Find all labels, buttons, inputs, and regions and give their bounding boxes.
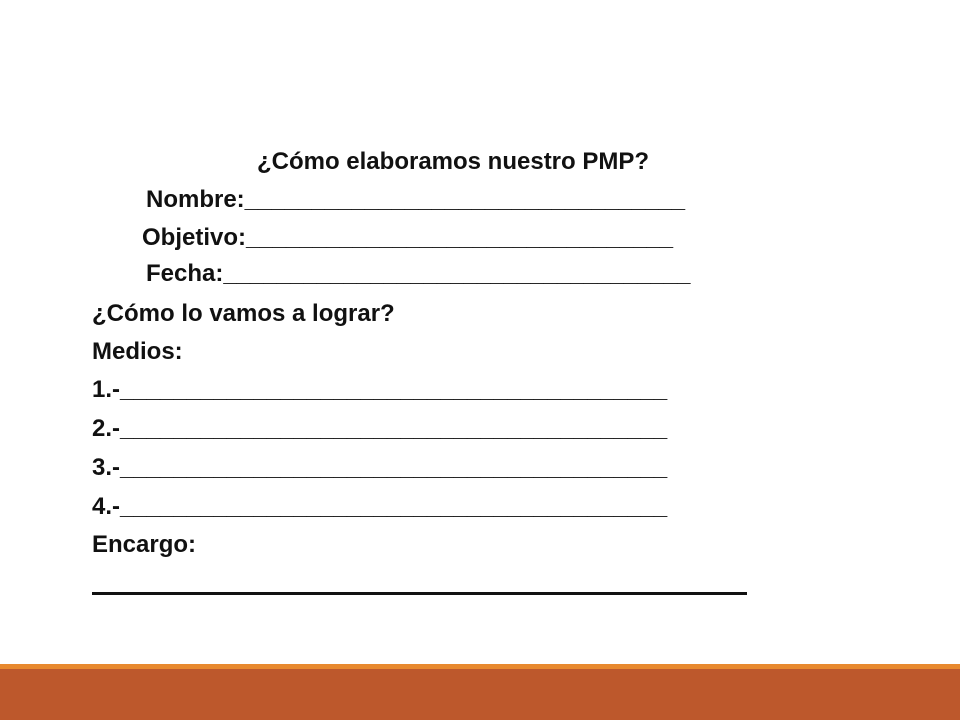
- footer-bar: [0, 669, 960, 720]
- slide-title: ¿Cómo elaboramos nuestro PMP?: [256, 148, 650, 175]
- medio-line-4: 4.-_________________________________________: [92, 493, 668, 520]
- encargo-label: Encargo:: [92, 531, 197, 558]
- nombre-field: Nombre:_________________________________: [146, 186, 686, 213]
- medio-line-1: 1.-_________________________________________: [92, 376, 668, 403]
- medio-line-3: 3.-_________________________________________: [92, 454, 668, 481]
- objetivo-field: Objetivo:________________________________: [142, 224, 674, 251]
- medio-line-2: 2.-_________________________________________: [92, 415, 668, 442]
- medios-label: Medios:: [92, 338, 183, 365]
- question-heading: ¿Cómo lo vamos a lograr?: [92, 300, 395, 327]
- fecha-field: Fecha:___________________________________: [146, 260, 691, 287]
- encargo-blank-line: [92, 592, 747, 595]
